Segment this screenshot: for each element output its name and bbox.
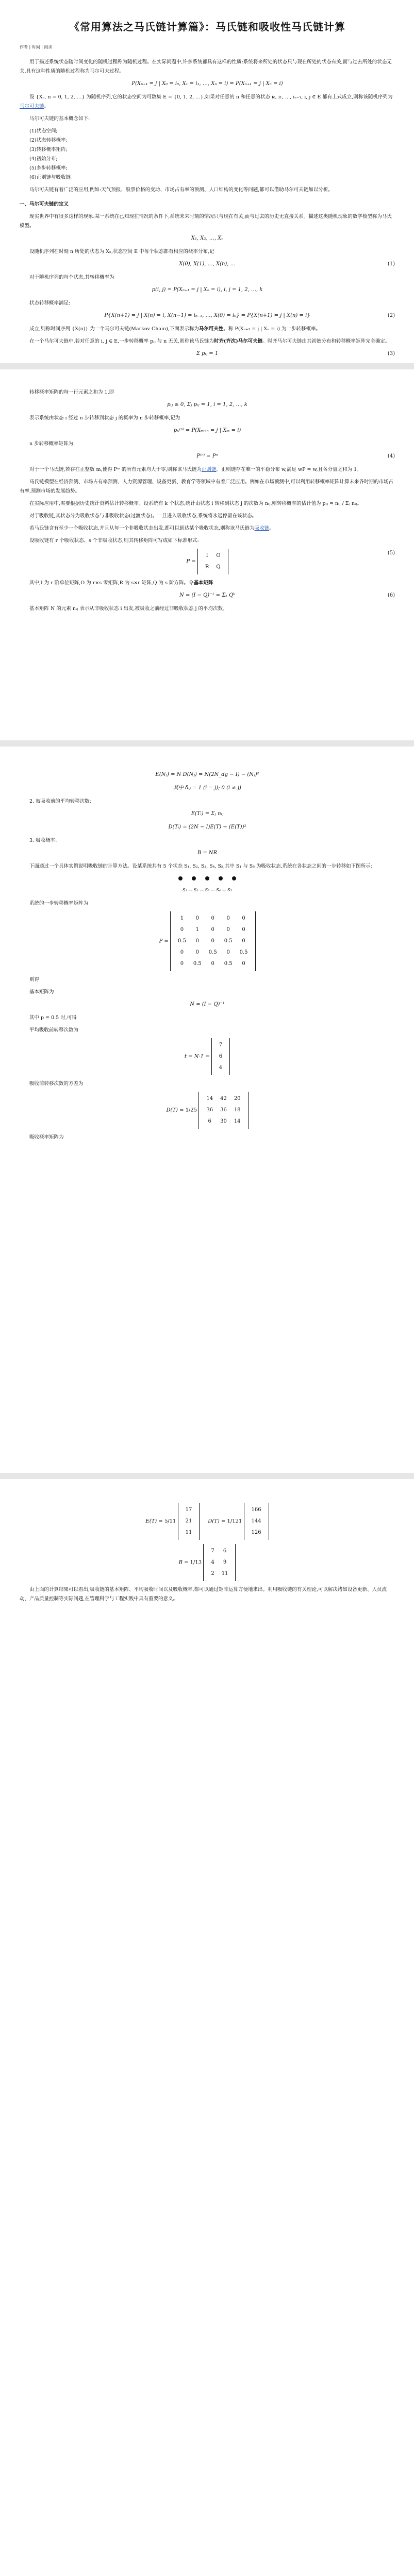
section-heading: 一、马尔可夫链的定义 (20, 201, 69, 207)
equation: D(Tᵢ) = (2N − I)E(T) − (E(T))² (168, 824, 246, 830)
regular-chain-link[interactable]: 正则链 (201, 467, 217, 472)
equation-number: (1) (387, 261, 395, 267)
paragraph: 马尔可夫链有着广泛的应用,例如:天气预报、股票价格的变动、市场占有率的预测、人口结构的变化等问题,都可以借助马尔可夫链加以分析。 (29, 187, 333, 193)
paragraph: 在实际应用中,需要根据历史统计资料估计转移概率。设系统有 k 个状态,统计由状态 i 转移到状态 j 的次数为 nᵢⱼ,则转移概率的估计值为 pᵢⱼ = nᵢⱼ / Σⱼ nᵢⱼ。 (29, 501, 362, 506)
state-chain-diagram (20, 876, 395, 880)
equation-variance: D(T) = 1/25 14 42 20 36 36 18 6 30 14 (20, 1092, 395, 1129)
equation-mean-steps: t = N·1 = 7 6 4 (20, 1038, 395, 1075)
equation-number: (5) (387, 550, 395, 556)
paragraph: 设吸收链有 r 个吸收状态、s 个非吸收状态,则其转移矩阵可写成如下标准形式: (29, 538, 199, 544)
paragraph: 马氏链模型在经济预测、市场占有率预测、人力资源管理、设备更新、教育学等领域中有着广泛应用。例如在市场预测中,可以利用转移概率矩阵计算未来各时期的市场占有率,预测市场的发展趋势。 (20, 479, 394, 494)
paragraph: 对于一个马氏链,若存在正整数 m,使得 Pᵐ 的所有元素均大于零,则称该马氏链为正则链。正则链存在唯一的平稳分布 w,满足 wP = w,且各分量之和为 1。 (29, 467, 362, 472)
paragraph: 系统的一步转移概率矩阵为 (29, 901, 89, 906)
equation: 其中 δᵢⱼ = 1 (i = j); 0 (i ≠ j) (173, 785, 241, 791)
list-item: 吸收概率矩阵为 (29, 1134, 64, 1140)
list-item: (3)转移概率矩阵; (29, 147, 68, 152)
matrix-absorption: 7 6 4 9 2 11 (203, 1544, 236, 1581)
equation: pᵢⱼ⁽ⁿ⁾ = P(Xₘ₊ₙ = j | Xₘ = i) (173, 428, 241, 433)
paragraph: 在一个马尔可夫链中,若对任意的 i, j ∈ E,一步转移概率 pᵢⱼ 与 n 无关,则称该马氏链为时齐(齐次)马尔可夫链。时齐马尔可夫链由其初始分布和转移概率矩阵完全确定。 (29, 338, 390, 344)
page-gap (0, 1473, 414, 1479)
state-node (205, 876, 209, 880)
paragraph: 由上面的计算结果可以看出,吸收链的基本矩阵、平均吸收时间以及吸收概率,都可以通过矩阵运算方便地求出。利用吸收链的有关理论,可以解决诸如设备更新、人员流动、产品质量控制等实际问题,在管理科学与工程实践中具有重要的意义。 (20, 1587, 387, 1602)
equation: E(Nⱼ) = N D(Nⱼ) = N(2N_dg − I) − (Nⱼ)² (155, 772, 259, 777)
paragraph: 下面通过一个具体实例说明吸收链的计算方法。设某系统共有 5 个状态 S₁, S₂, S₃, S₄, S₅,其中 S₁ 与 S₅ 为吸收状态,系统在各状态之间的一步转移如下图所示: (29, 863, 372, 869)
equation-expected-steps: E(T) = 5/11 17 21 11 D(T) = 1/121 166 144 126 (20, 1503, 395, 1540)
paragraph: 则得 (29, 977, 40, 982)
paragraph: 基本矩阵 N 的元素 nᵢⱼ 表示从非吸收状态 i 出发,被吸收之前经过非吸收状态 j 的平均次数。 (29, 606, 228, 612)
document-page-2 (0, 369, 414, 740)
list-item: (6)正则链与吸收链。 (29, 175, 76, 180)
list-heading: 马尔可夫链的基本概念如下: (29, 116, 90, 122)
equation: N = (I − Q)⁻¹ (190, 1002, 225, 1007)
equation-number: (3) (387, 351, 395, 357)
equation: pᵢⱼ ≥ 0, Σⱼ pᵢⱼ = 1, i = 1, 2, …, k (167, 402, 247, 408)
equation: B = NR (197, 850, 218, 856)
document-page-3 (0, 747, 414, 1473)
vector-t: 7 6 4 (211, 1038, 230, 1075)
page-gap (0, 363, 414, 369)
paragraph: 现实世界中有很多这样的现象:某一系统在已知现在情况的条件下,系统未来时刻的情况只与现在有关,而与过去的历史无直接关系。描述这类随机现象的数学模型称为马氏模型。 (20, 214, 392, 229)
equation-absorption: B = 1/13 7 6 4 9 2 11 (20, 1544, 395, 1581)
document-title: 《常用算法之马氏链计算篇》：马氏链和吸收性马氏链计算 (69, 21, 345, 33)
list-item: (4)初始分布; (29, 156, 58, 162)
list-item: (2)状态转移概率; (29, 138, 68, 143)
page-gap (0, 740, 414, 747)
equation-number: (2) (387, 313, 395, 318)
equation: N = (I − Q)⁻¹ = Σₖ Qᵏ (6) (20, 591, 395, 600)
paragraph: 转移概率矩阵的每一行元素之和为 1,即 (29, 389, 114, 395)
list-item: 平均吸收前转移次数为 (29, 1027, 79, 1033)
matrix-standard-form: I O R Q (197, 549, 228, 574)
equation: Σ pᵢⱼ = 1 (3) (20, 349, 395, 359)
paragraph: 对于吸收链,其状态分为吸收状态与非吸收状态(过渡状态)。一旦进入吸收状态,系统将永远停留在该状态。 (29, 513, 257, 519)
list-item: (1)状态空间; (29, 128, 58, 134)
paragraph: 设随机序列在时刻 n 所处的状态为 Xₙ,状态空间 E 中每个状态都有相应的概率分布,记 (29, 249, 214, 255)
equation: E(Tᵢ) = Σⱼ nᵢⱼ (191, 811, 224, 817)
paragraph: 其中 p = 0.5 时,可得 (29, 1015, 77, 1021)
equation: p(i, j) = P(Xₙ₊₁ = j | Xₙ = i), i, j = 1, 2, …, k (152, 287, 263, 293)
chain-label: S₁ — S₂ — S₃ — S₄ — S₅ (183, 888, 232, 892)
equation: P⁽ⁿ⁾ = Pⁿ (4) (20, 452, 395, 461)
matrix-variance: 14 42 20 36 36 18 6 30 14 (198, 1092, 248, 1129)
state-node (192, 876, 196, 880)
equation-transition-matrix: P = 1 0 0 0 0 0 1 0 0 0 0.5 0 0 0.5 0 0 0 0.5 0 0.5 0 0.5 0 0.5 0 (20, 911, 395, 971)
state-node (232, 876, 236, 880)
equation-number: (6) (387, 592, 395, 598)
paragraph: 成立,则称时间序列 {X(n)} 为一个马尔可夫链(Markov Chain),下面表示称为马尔可夫性。称 P(Xₙ₊₁ = j | Xₙ = i) 为一步转移概率。 (29, 326, 321, 332)
paragraph: 表示系统由状态 i 经过 n 步转移到状态 j 的概率为 n 步转移概率,记为 (29, 415, 180, 421)
document-page-1 (0, 0, 414, 363)
equation-number: (4) (387, 453, 395, 459)
list-item: (5)多步转移概率; (29, 165, 68, 171)
paragraph: 设 {Xₙ, n = 0, 1, 2, …} 为随机序列,它的状态空间为可数集 E = {0, 1, 2, …},如果对任意的 n 和任意的状态 i₀, i₁, …, iₙ₋₁, i, j ∈ E 都有上式成立,则称该随机序列为马尔可夫链。 (20, 94, 393, 109)
paragraph: 其中,I 为 r 阶单位矩阵,O 为 r×s 零矩阵,R 为 s×r 矩阵,Q 为 s 阶方阵。令基本矩阵 (29, 580, 213, 586)
equation-standard-form: P = I O R Q (5) (20, 549, 395, 574)
vector-expected: 17 21 11 (178, 1503, 200, 1540)
list-item: 3. 吸收概率: (29, 838, 57, 843)
paragraph: 状态转移概率满足: (29, 300, 71, 306)
list-item: 基本矩阵为 (29, 989, 54, 995)
document-meta: 作者 | 时间 | 阅读 (20, 45, 53, 49)
intro-paragraph: 用于描述系统状态随时间变化的随机过程称为随机过程。在实际问题中,许多系统都具有这样的性质:系统将来所处的状态只与现在所处的状态有关,而与过去所处的状态无关,具有这种性质的随机过程称为马尔可夫过程。 (20, 59, 392, 74)
state-node (219, 876, 223, 880)
list-item: 2. 被吸收前的平均转移次数: (29, 799, 91, 804)
matrix-P: 1 0 0 0 0 0 1 0 0 0 0.5 0 0 0.5 0 0 0 0.5 0 0.5 0 0.5 0 0.5 0 (170, 911, 256, 971)
absorbing-chain-link[interactable]: 吸收链 (254, 526, 270, 531)
paragraph: 若马氏链含有至少一个吸收状态,并且从每一个非吸收状态出发,都可以到达某个吸收状态,则称该马氏链为吸收链。 (29, 526, 274, 531)
equation: X(0), X(1), …, X(n), … (1) (20, 260, 395, 269)
equation: P{X(n+1) = j | X(n) = i, X(n−1) = iₙ₋₁, …, X(0) = i₀} = P{X(n+1) = j | X(n) = i} (2) (20, 311, 395, 320)
document-page-4 (0, 1479, 414, 2576)
vector-variance: 166 144 126 (244, 1503, 269, 1540)
equation-markov-property: P(Xₙ₊₁ = j | X₀ = i₀, X₁ = i₁, …, Xₙ = i) = P(Xₙ₊₁ = j | Xₙ = i) (131, 81, 283, 87)
state-node (178, 876, 183, 880)
paragraph: 对于随机序列的每个状态,其转移概率为 (29, 275, 114, 280)
equation: X₁, X₂, …, Xₙ (191, 235, 224, 241)
markov-chain-link[interactable]: 马尔可夫链 (20, 104, 44, 109)
paragraph: n 步转移概率矩阵为 (29, 441, 74, 447)
list-item: 吸收前转移次数的方差为 (29, 1081, 84, 1087)
